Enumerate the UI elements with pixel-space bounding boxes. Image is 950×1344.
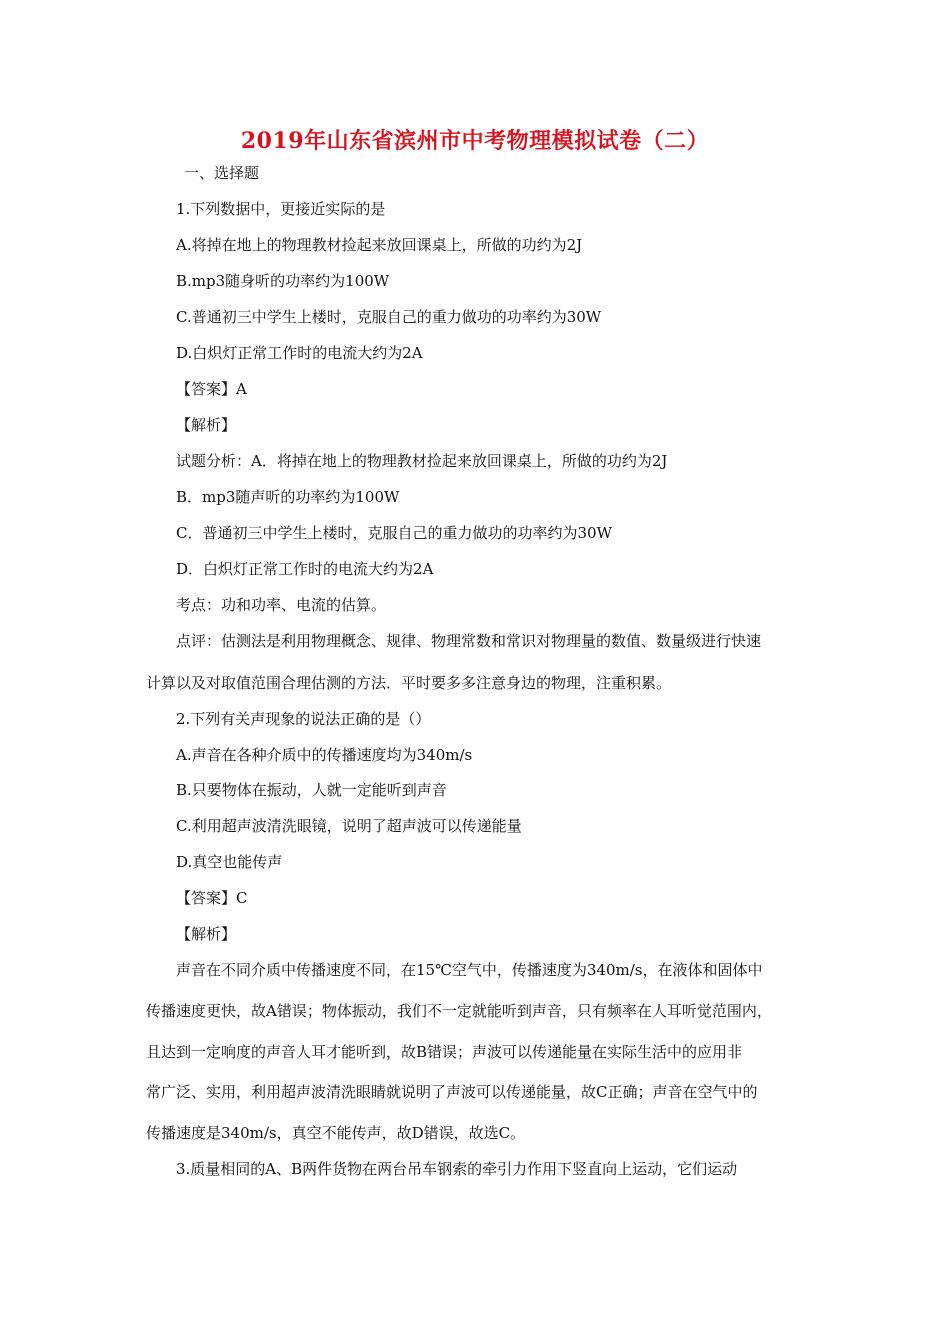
- question-2-analysis-line-3: 且达到一定响度的声音人耳才能听到，故B错误；声波可以传递能量在实际生活中的应用非: [146, 1043, 743, 1061]
- question-1-option-d: D.白炽灯正常工作时的电流大约为2A: [176, 344, 423, 362]
- question-2-analysis-label: 【解析】: [176, 925, 237, 943]
- question-3-stem: 3.质量相同的A、B两件货物在两台吊车钢索的牵引力作用下竖直向上运动，它们运动: [176, 1160, 738, 1178]
- question-1-analysis-b: B．mp3随声听的功率约为100W: [176, 488, 400, 506]
- section-heading: 一、选择题: [184, 164, 260, 182]
- question-2-option-b: B.只要物体在振动，人就一定能听到声音: [176, 781, 447, 799]
- question-1-analysis-c: C．普通初三中学生上楼时，克服自己的重力做功的功率约为30W: [176, 524, 612, 542]
- question-2-answer: 【答案】C: [176, 889, 248, 907]
- question-2-option-c: C.利用超声波清洗眼镜，说明了超声波可以传递能量: [176, 817, 522, 835]
- question-1-option-b: B.mp3随身听的功率约为100W: [176, 272, 390, 290]
- question-2-analysis-line-2: 传播速度更快，故A错误；物体振动，我们不一定就能听到声音，只有频率在人耳听觉范围内，: [146, 1002, 772, 1020]
- document-title: 2019年山东省滨州市中考物理模拟试卷（二）: [240, 128, 710, 154]
- question-1-analysis-d: D．白炽灯正常工作时的电流大约为2A: [176, 560, 434, 578]
- question-1-option-a: A.将掉在地上的物理教材捡起来放回课桌上，所做的功约为2J: [176, 236, 583, 254]
- question-1-topic: 考点：功和功率、电流的估算。: [176, 596, 387, 614]
- question-2-analysis-line-4: 常广泛、实用，利用超声波清洗眼睛就说明了声波可以传递能量，故C正确；声音在空气中的: [146, 1083, 758, 1101]
- question-1-comment-line-1: 点评：估测法是利用物理概念、规律、物理常数和常识对物理量的数值、数量级进行快速: [176, 632, 762, 650]
- question-1-comment-line-2: 计算以及对取值范围合理估测的方法．平时要多多注意身边的物理，注重积累。: [146, 674, 672, 692]
- question-1-stem: 1.下列数据中，更接近实际的是: [176, 200, 386, 218]
- question-2-analysis-line-5: 传播速度是340m/s，真空不能传声，故D错误，故选C。: [146, 1124, 526, 1142]
- question-2-stem: 2.下列有关声现象的说法正确的是（）: [176, 710, 431, 728]
- question-2-analysis-line-1: 声音在不同介质中传播速度不同，在15℃空气中，传播速度为340m/s，在液体和固体中: [176, 961, 763, 979]
- question-1-option-c: C.普通初三中学生上楼时，克服自己的重力做功的功率约为30W: [176, 308, 602, 326]
- question-2-option-d: D.真空也能传声: [176, 853, 283, 871]
- question-1-analysis-a: 试题分析：A．将掉在地上的物理教材捡起来放回课桌上，所做的功约为2J: [176, 452, 668, 470]
- question-2-option-a: A.声音在各种介质中的传播速度均为340m/s: [176, 746, 473, 764]
- question-1-analysis-label: 【解析】: [176, 416, 237, 434]
- question-1-answer: 【答案】A: [176, 380, 247, 398]
